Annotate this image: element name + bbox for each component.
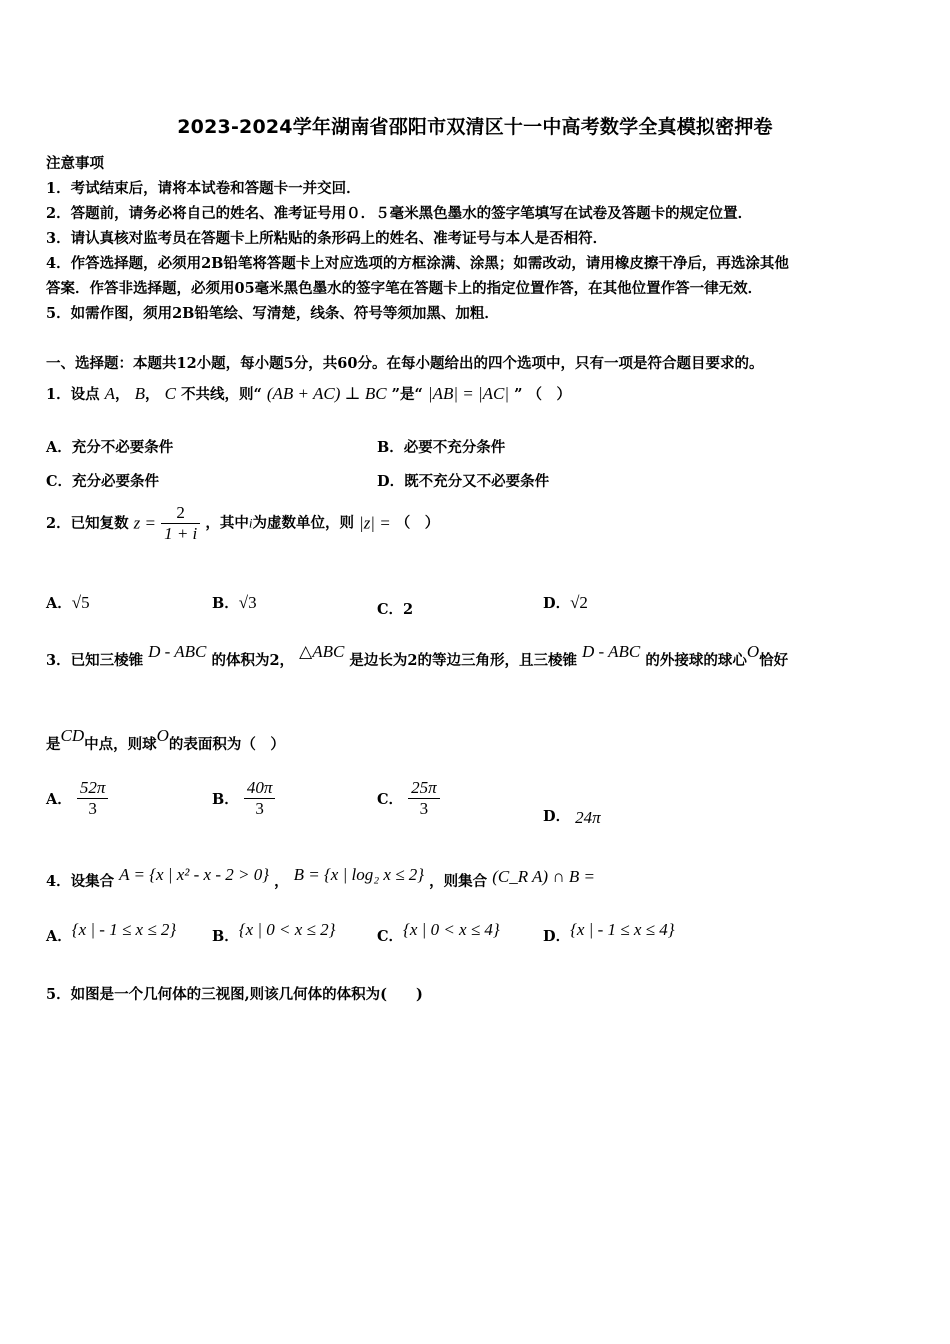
question-2: 2．已知复数 z = $\frac{2}{1 + i}$ ，其中i为虚数单位，则 |z| = （ ） <box>46 503 440 543</box>
q2-option-c: C．2 <box>377 601 414 618</box>
q4-option-a: A．{x | - 1 ≤ x ≤ 2} <box>46 920 177 945</box>
q3-option-b: B． $\frac{40\pi}{3}$ <box>212 778 275 819</box>
q4-option-b: B．{x | 0 < x ≤ 2} <box>212 920 336 945</box>
q4-option-d: D．{x | - 1 ≤ x ≤ 4} <box>543 920 675 945</box>
question-3: 3．已知三棱锥 D - ABC 的体积为2， △ABC 是边长为2的等边三角形，且三棱锥 D - ABC 的外接球的球心O恰好 <box>46 642 789 669</box>
q1-option-b: B．必要不充分条件 <box>377 439 506 456</box>
q3-option-c: C． $\frac{25\pi}{3}$ <box>377 778 440 819</box>
q1-option-d: D．既不充分又不必要条件 <box>377 473 550 490</box>
notice-item-3: 3．请认真核对监考员在答题卡上所粘贴的条形码上的姓名、准考证号与本人是否相符． <box>46 230 608 247</box>
q2-option-d: D．√2 <box>543 593 588 612</box>
question-4: 4．设集合 A = {x | x² - x - 2 > 0} ， B = {x | log₂ x ≤ 2} ，则集合 (C_R A) ∩ B = <box>46 865 595 890</box>
notice-heading: 注意事项 <box>46 155 104 172</box>
q4-option-c: C．{x | 0 < x ≤ 4} <box>377 920 500 945</box>
q2-option-a: A．√5 <box>46 593 90 612</box>
notice-item-2: 2．答题前，请务必将自己的姓名、准考证号用０．５毫米黑色墨水的签字笔填写在试卷及答题卡的规定位置． <box>46 205 753 222</box>
section-heading: 一、选择题：本题共12小题，每小题5分，共60分。在每小题给出的四个选项中，只有一项是符合题目要求的。 <box>46 355 764 372</box>
notice-item-1: 1．考试结束后，请将本试卷和答题卡一并交回． <box>46 180 361 197</box>
q2-fraction: $\frac{2}{1 + i}$ <box>161 503 200 544</box>
question-1: 1．设点 A， B， C 不共线，则“ (AB + AC) ⊥ BC ”是“ |AB| = |AC| ” （ ） <box>46 384 572 403</box>
page-title: 2023-2024学年湖南省邵阳市双清区十一中高考数学全真模拟密押卷 <box>177 116 773 138</box>
notice-item-4: 4．作答选择题，必须用2B铅笔将答题卡上对应选项的方框涂满、涂黑；如需改动，请用橡皮擦干净后，再选涂其他 <box>46 255 789 272</box>
question-3-cont: 是CD中点，则球O的表面积为（ ） <box>46 726 285 753</box>
notice-item-5: 5．如需作图，须用2B铅笔绘、写清楚，线条、符号等须加黑、加粗． <box>46 305 499 322</box>
q3-option-d: D． 24π <box>543 808 601 827</box>
q2-option-b: B．√3 <box>212 593 257 612</box>
notice-item-4-cont: 答案．作答非选择题，必须用05毫米黑色墨水的签字笔在答题卡上的指定位置作答，在其他位置作答一律无效． <box>46 280 763 297</box>
question-5: 5．如图是一个几何体的三视图,则该几何体的体积为( ) <box>46 986 423 1003</box>
q3-option-a: A． $\frac{52\pi}{3}$ <box>46 778 108 819</box>
q1-option-c: C．充分必要条件 <box>46 473 160 490</box>
q1-option-a: A．充分不必要条件 <box>46 439 174 456</box>
